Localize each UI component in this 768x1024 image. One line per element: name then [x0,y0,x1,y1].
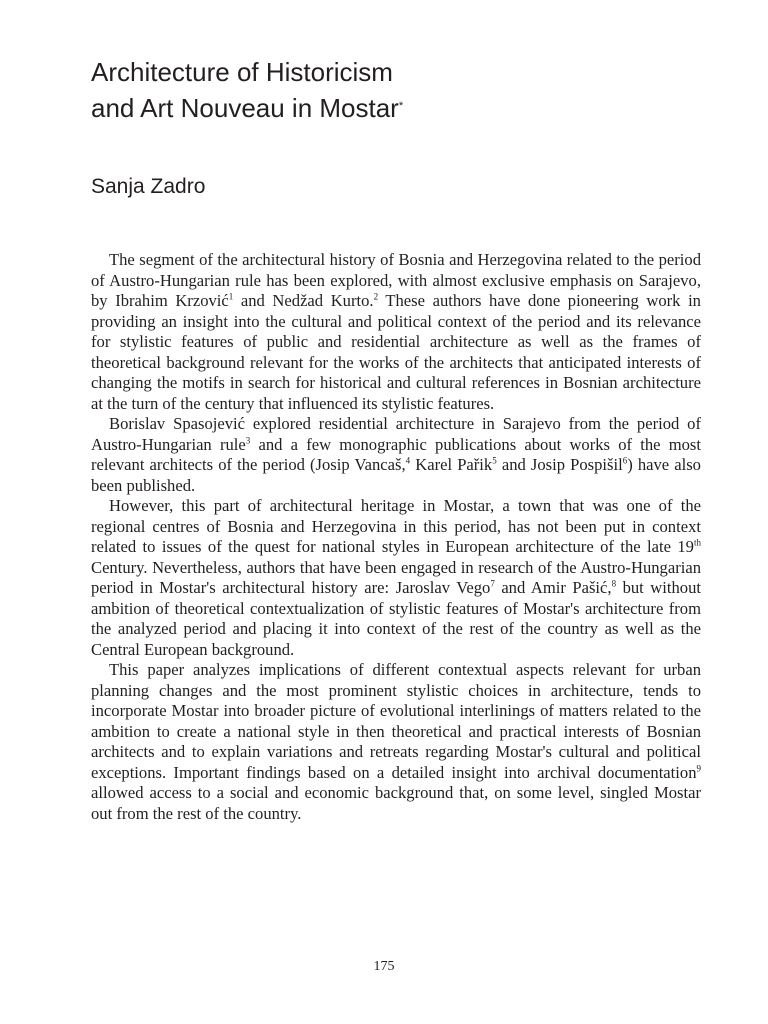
paragraph-2 [91,414,701,496]
paragraph-1 [91,250,701,414]
paragraph-2-text-d: and Josip Pospišil [496,455,623,474]
paragraph-3-text-d: but without ambition of theoretical contextualization of stylistic features of Mostar's architecture from the analyzed period and placing it into context of the rest of the country as well as the Central European background. [91,578,701,659]
paragraph-2-text-e: ) have also been published. [91,455,701,495]
paragraph-2-text-b: and a few monographic publications about works of the most relevant architects of the period (Josip Vancaš, [91,434,701,474]
ordinal-suffix: th [693,537,701,548]
paragraph-3-text-c: and Amir Pašić, [494,578,612,597]
paragraph-3-text-a: However, this part of architectural heritage in Mostar, a town that was one of the regional centres of Bosnia and Herzegovina in this period, has not been put in context related to issues of the quest for national styles in European architecture of the late 19 [91,496,701,556]
article-body [91,250,701,824]
footnote-ref-6: 6 [622,455,628,466]
paragraph-1-text-c: These authors have done pioneering work in providing an insight into the cultural and political context of the period and its relevance for stylistic features of public and residential architecture as well as the frames of theoretical background relevant for the works of the architects that anticipated interests of changing the motifs in search for historical and cultural references in Bosnian architecture at the turn of the century that influenced its stylistic features. [91,291,701,413]
paragraph-1-text-a: The segment of the architectural history of Bosnia and Herzegovina related to the period of Austro-Hungarian rule has been explored, with almost exclusive emphasis on Sarajevo, by Ibrahim Krzović [91,250,701,310]
footnote-ref-2: 2 [373,291,379,302]
paragraph-4-text-a: This paper analyzes implications of different contextual aspects relevant for urban planning changes and the most prominent stylistic choices in architecture, tends to incorporate Mostar into broader picture of evolutional interlinings of matters related to the ambition to create a national style in then theoretical and practical interests of Bosnian architects and to explain variations and retreats regarding Mostar's cultural and political exceptions. Important findings based on a detailed insight into archival documentation [91,660,701,782]
author-name: Sanja Zadro [91,175,206,198]
paragraph-1-text-b: and Nedžad Kurto. [233,291,374,310]
title-line-1: Architecture of Historicism [91,57,393,87]
paragraph-3-text-b: Century. Nevertheless, authors that have been engaged in research of the Austro-Hungarian period in Mostar's architectural history are: Jaroslav Vego [91,557,701,597]
footnote-ref-8: 8 [611,578,617,589]
footnote-ref-4: 4 [405,455,411,466]
footnote-ref-5: 5 [492,455,497,466]
title-footnote-marker: * [398,100,404,112]
footnote-ref-1: 1 [228,291,234,302]
paragraph-2-text-a: Borislav Spasojević explored residential architecture in Sarajevo from the period of Austro-Hungarian rule [91,414,701,454]
paragraph-4-text-b: allowed access to a social and economic background that, on some level, singled Mostar out from the rest of the country. [91,783,701,823]
paragraph-4 [91,660,701,824]
paragraph-3 [91,496,701,660]
page-number: 175 [373,959,395,974]
article-title [91,54,691,126]
paragraph-2-text-c: Karel Pařik [410,455,493,474]
footnote-ref-3: 3 [245,434,251,445]
title-line-2: and Art Nouveau in Mostar [91,93,399,123]
footnote-ref-9: 9 [696,762,701,773]
footnote-ref-7: 7 [490,578,495,589]
